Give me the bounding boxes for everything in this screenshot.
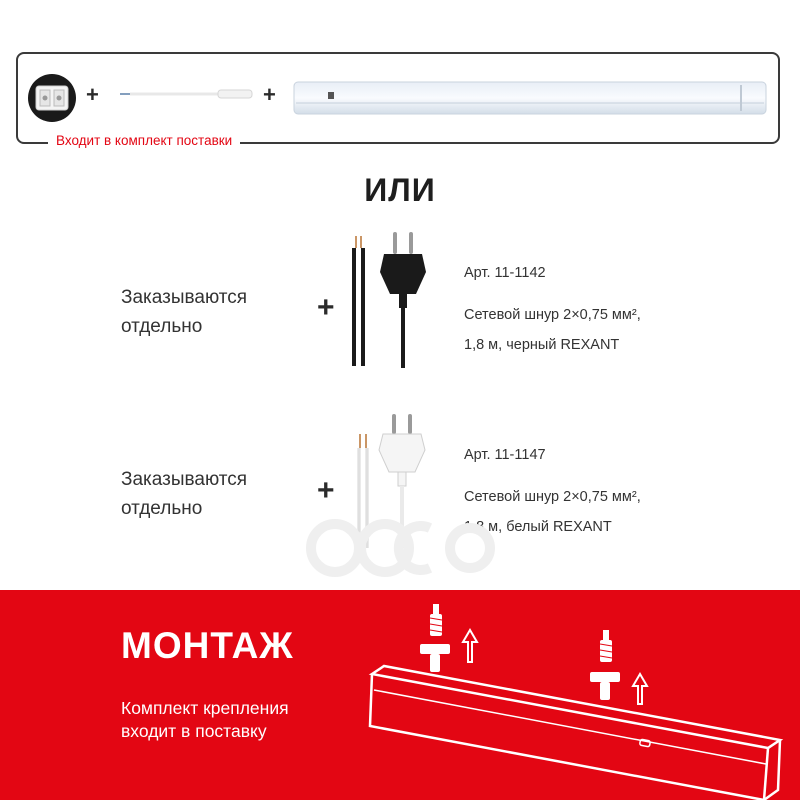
bracket-icon [590,672,620,700]
order-separately-label [121,283,247,341]
order-label-line: Заказываются отдельно [121,469,248,519]
article-number: Арт. 11-1142 [464,265,546,281]
arrow-up-icon [463,630,477,662]
connector-cable-image [118,84,258,104]
screw-icon [600,630,612,662]
black-power-cord-image [346,228,438,370]
terminal-connector-image [24,72,80,124]
order-label-line: Заказываются отдельно [121,287,248,337]
plus-sign: + [263,82,276,107]
or-heading: ИЛИ [364,172,436,208]
plus-sign: + [86,82,99,107]
watermark-logo [300,508,500,588]
article-number: Арт. 11-1147 [464,447,546,463]
mounting-subtitle: Комплект крепления входит в поставку [121,698,289,741]
order-separately-label [121,465,247,523]
mounting-illustration [360,600,800,800]
mounting-title: МОНТАЖ [121,625,294,666]
product-description: Сетевой шнур 2×0,75 мм², 1,8 м, черный REXANT [464,307,641,353]
arrow-up-icon [633,674,647,704]
product-description: Сетевой шнур 2×0,75 мм², 1,8 м, белый REXANT [464,489,641,535]
plus-sign: + [317,474,335,507]
led-lamp-image [292,79,768,117]
plus-sign: + [317,291,335,324]
bracket-icon [420,644,450,672]
kit-caption: Входит в комплект поставки [48,133,240,148]
screw-icon [430,604,442,636]
